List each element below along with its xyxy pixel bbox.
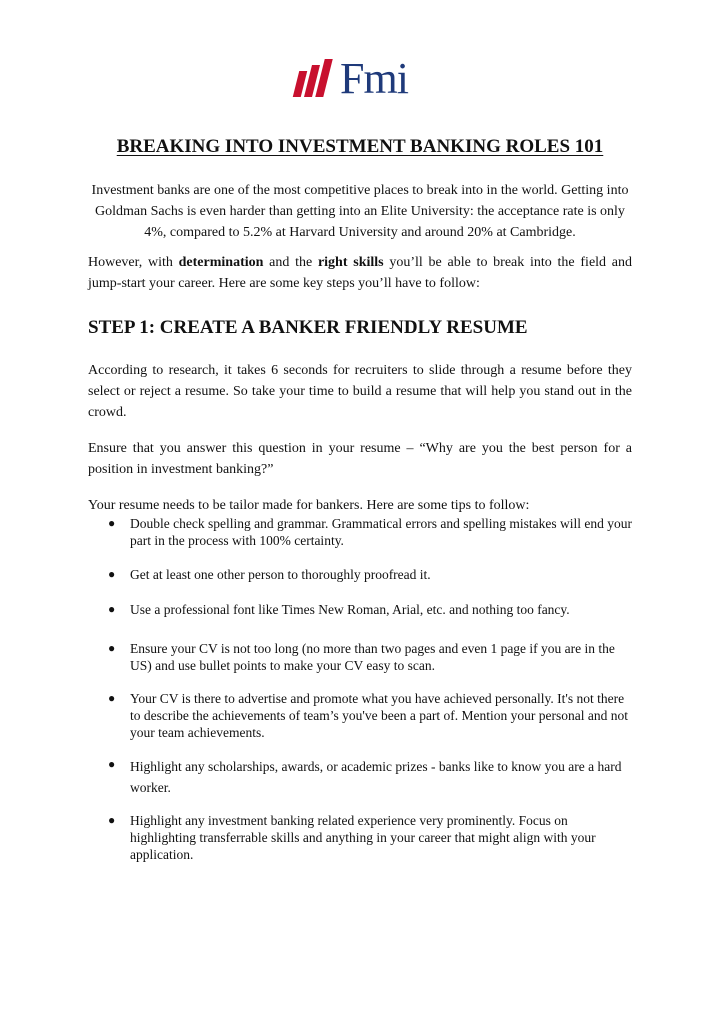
bullet-icon: ●: [108, 757, 116, 771]
tip-text: Get at least one other person to thoroughly proofread it.: [130, 567, 431, 582]
bullet-icon: ●: [108, 516, 116, 530]
tip-text: Your CV is there to advertise and promote what you have achieved personally. It's not there to describe the achievements of team’s you've been a part of. Mention your personal and not your team achievements.: [130, 691, 629, 740]
tip-text: Ensure your CV is not too long (no more than two pages and even 1 page if you are in the US) and use bullet points to make your CV easy to scan.: [130, 641, 615, 673]
tip-text: Highlight any investment banking related experience very prominently. Focus on highlighting transferrable skills and anything in your career that might align with your application.: [130, 813, 596, 862]
intro-paragraph: Investment banks are one of the most competitive places to break into in the world. Getting into Goldman Sachs is even harder than getting into an Elite University: the acceptance rate is only 4%, compared to 5.2% at Harvard University and around 20% at Cambridge.: [91, 183, 629, 240]
however-paragraph: However, with determination and the right skills you’ll be able to break into the field and jump-start your career. Here are some key steps you’ll have to follow:: [88, 255, 632, 291]
right-skills-emphasis: right skills: [317, 255, 384, 270]
bullet-icon: ●: [108, 813, 116, 827]
page-title: BREAKING INTO INVESTMENT BANKING ROLES 101: [116, 136, 604, 157]
logo-text: Fmi: [340, 54, 408, 103]
ensure-paragraph: Ensure that you answer this question in your resume – “Why are you the best person for a position in investment banking?”: [88, 441, 632, 477]
research-paragraph: According to research, it takes 6 seconds for recruiters to slide through a resume before they select or reject a resume. So take your time to build a resume that will help you stand out in the crowd.: [88, 363, 632, 420]
bullet-icon: ●: [108, 691, 116, 705]
tip-text: Double check spelling and grammar. Grammatical errors and spelling mistakes will end your part in the process with 100% certainty.: [130, 516, 632, 548]
fmi-logo: [296, 54, 408, 103]
logo-bars-icon: [296, 59, 332, 97]
determination-emphasis: determination: [178, 255, 264, 270]
tip-text: Highlight any scholarships, awards, or academic prizes - banks like to know you are a hard worker.: [130, 759, 622, 795]
tip-text: Use a professional font like Times New Roman, Arial, etc. and nothing too fancy.: [130, 602, 570, 617]
step1-heading: STEP 1: CREATE A BANKER FRIENDLY RESUME: [88, 317, 528, 338]
bullet-icon: ●: [108, 641, 116, 655]
tailor-paragraph: Your resume needs to be tailor made for bankers. Here are some tips to follow:: [88, 498, 530, 513]
bullet-icon: ●: [108, 567, 116, 581]
bullet-icon: ●: [108, 602, 116, 616]
